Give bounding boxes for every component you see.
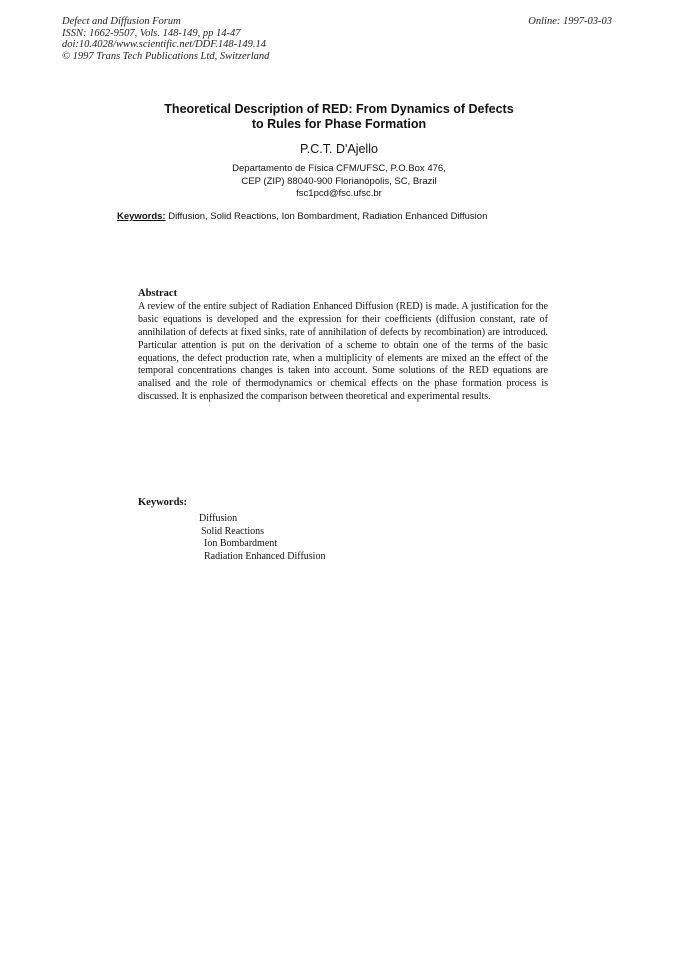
copyright-line: © 1997 Trans Tech Publications Ltd, Switzerland bbox=[62, 50, 270, 62]
keywords-heading: Keywords: bbox=[138, 497, 187, 508]
affiliation-line-2: CEP (ZIP) 88040-900 Florianópolis, SC, Brazil bbox=[241, 175, 437, 187]
issn-line: ISSN: 1662-9507, Vols. 148-149, pp 14-47 bbox=[62, 27, 241, 39]
keywords-label: Keywords: bbox=[117, 211, 166, 222]
affiliation-line-1: Departamento de Física CFM/UFSC, P.O.Box 476, bbox=[232, 163, 446, 174]
online-date: Online: 1997-03-03 bbox=[528, 16, 612, 27]
journal-name: Defect and Diffusion Forum bbox=[62, 16, 181, 27]
title-line-2: to Rules for Phase Formation bbox=[251, 117, 427, 131]
keywords-line bbox=[117, 211, 487, 222]
keyword-item: Ion Bombardment bbox=[204, 538, 278, 550]
keyword-item: Diffusion bbox=[199, 512, 238, 524]
keyword-item: Radiation Enhanced Diffusion bbox=[204, 551, 326, 563]
abstract-section bbox=[138, 288, 548, 404]
author-name: P.C.T. D'Ajello bbox=[300, 142, 378, 156]
abstract-text: A review of the entire subject of Radiation Enhanced Diffusion (RED) is made. A justification for the basic equations is developed and the expression for their coefficients (diffusion constant, rate of annihilation of defects at fixed sinks, rate of annihilation of defects by recombination) are introduced. Particular attention is put on the derivation of a scheme to obtain one of the terms of the basic equations, the defect production rate, when a multiplicity of elements are mixed an the effect of the temporal concentrations changes is taken into account. Some solutions of the RED equations are analised and the role of thermodynamics or chemical effects on the phase formation process is discussed. It is enphasized the comparison between theoretical and experimental results. bbox=[138, 300, 548, 403]
journal-info bbox=[62, 16, 269, 62]
affiliation bbox=[0, 163, 678, 201]
keywords-text: Diffusion, Solid Reactions, Ion Bombardment, Radiation Enhanced Diffusion bbox=[168, 211, 488, 222]
author-email: fsc1pcd@fsc.ufsc.br bbox=[296, 188, 382, 199]
title-line-1: Theoretical Description of RED: From Dynamics of Defects bbox=[164, 102, 514, 116]
paper-title bbox=[0, 102, 678, 132]
keyword-item: Solid Reactions bbox=[201, 525, 265, 537]
abstract-heading: Abstract bbox=[138, 288, 178, 299]
keywords-section bbox=[138, 497, 325, 564]
doi-line: doi:10.4028/www.scientific.net/DDF.148-149.14 bbox=[62, 39, 267, 50]
